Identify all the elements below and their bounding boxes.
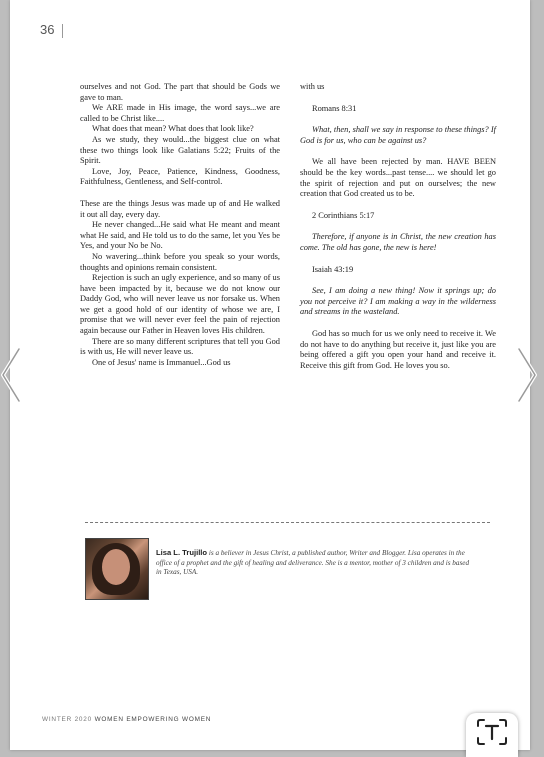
left-column-paragraph: There are so many different scriptures that tell you God is with us, He will never leave us. (80, 336, 280, 357)
text-recognition-button[interactable] (466, 713, 518, 757)
left-column-paragraph: These are the things Jesus was made up of and He walked it out all day, every day. (80, 198, 280, 219)
author-photo (85, 538, 149, 600)
next-page-button[interactable] (516, 345, 538, 405)
left-column-paragraph: He never changed...He said what He meant and meant what He said, and He told us to do the same, let you Yes be Yes, and your No be No. (80, 220, 280, 251)
footer-issue: WINTER 2020 (42, 716, 92, 723)
left-column-paragraph: Love, Joy, Peace, Patience, Kindness, Goodness, Faithfulness, Gentleness, and Self-control. (80, 166, 280, 187)
right-column-paragraph: What, then, shall we say in response to these things? If God is for us, who can be against us? (300, 125, 496, 145)
author-bio (156, 548, 476, 578)
bio-divider (85, 522, 490, 523)
right-column-paragraph: Therefore, if anyone is in Christ, the new creation has come. The old has gone, the new is here! (300, 232, 496, 252)
author-description: is a believer in Jesus Christ, a published author, Writer and Blogger. Lisa operates in the office of a prophet and the gift of healing and deliverance. She is a mentor, mother of 3 children and is based in Texas, USA. (156, 549, 470, 577)
left-column-paragraph: No wavering...think before you speak so your words, thoughts and opinions remain consistent. (80, 251, 280, 272)
chevron-right-icon (516, 345, 538, 405)
chevron-left-icon (0, 345, 22, 405)
previous-page-button[interactable] (0, 345, 22, 405)
right-column-paragraph: We all have been rejected by man. HAVE BEEN should be the key words...past tense.... we should let go the spirit of rejection and put on ourselves; the new creation that God created us to be. (300, 157, 496, 199)
right-column-paragraph: God has so much for us we only need to receive it. We do not have to do anything but receive it, just like you are being offered a gift you open your hand and receive it. Receive this gift from God. He loves you so. (300, 328, 496, 370)
page-number: 36 (40, 22, 55, 37)
page-footer (42, 716, 211, 723)
right-column-paragraph: Isaiah 43:19 (312, 264, 354, 274)
left-column-paragraph: What does that mean? What does that look like? (92, 124, 254, 134)
page-number-divider (62, 24, 63, 38)
left-column-paragraph: One of Jesus' name is Immanuel...God us (92, 357, 231, 367)
author-photo-face (102, 549, 130, 585)
magazine-page (10, 0, 530, 750)
footer-magazine-name: WOMEN EMPOWERING WOMEN (94, 716, 212, 723)
left-column-paragraph: ourselves and not God. The part that should be Gods we gave to man. (80, 82, 280, 102)
text-recognition-icon (475, 717, 509, 747)
left-column-paragraph: Rejection is such an ugly experience, and so many of us have been impacted by it, because we do not know our Daddy God, who will never leave us nor forsake us. When we get a good hold of our identity of whose we are, I promise that we will never ever feel the pain of rejection again because our Father in Heaven loves His children. (80, 273, 280, 336)
right-column-paragraph: with us (300, 82, 325, 91)
article-left-column (80, 82, 280, 368)
right-column-paragraph: Romans 8:31 (312, 103, 357, 113)
left-column-paragraph: We ARE made in His image, the word says...we are called to be Christ like.... (80, 103, 280, 123)
right-column-paragraph: See, I am doing a new thing! Now it springs up; do you not perceive it? I am making a way in the wilderness and streams in the wasteland. (300, 286, 496, 317)
right-column-paragraph: 2 Corinthians 5:17 (312, 210, 375, 220)
left-column-paragraph: As we study, they would...the biggest clue on what these two things look like Galatians 5:22; Fruits of the Spirit. (80, 134, 280, 166)
author-name: Lisa L. Trujillo (156, 548, 208, 557)
article-right-column (300, 82, 496, 371)
